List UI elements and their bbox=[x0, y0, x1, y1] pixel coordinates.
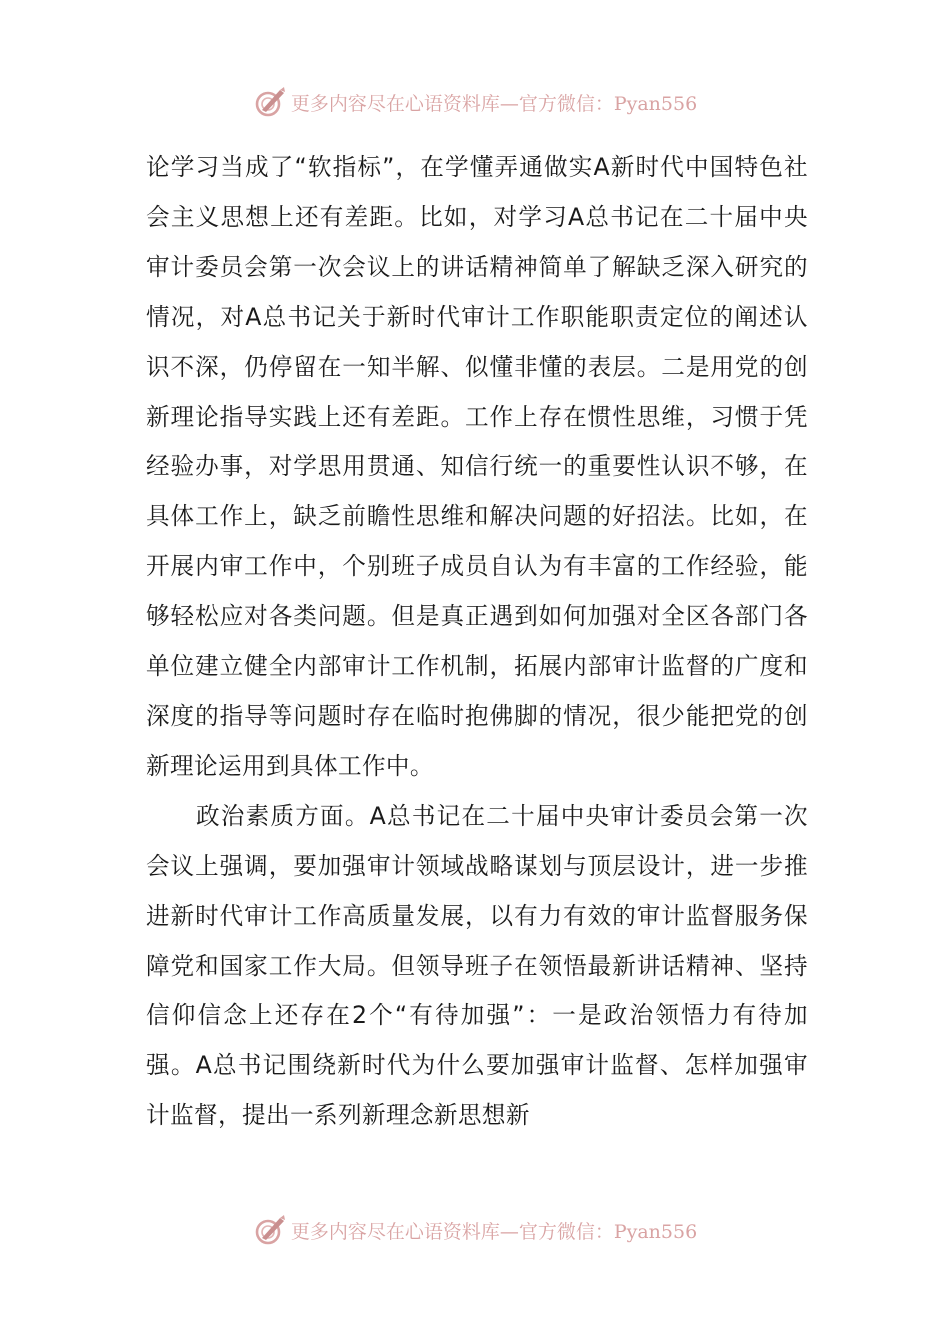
header-watermark bbox=[0, 84, 950, 120]
quill-seal-icon bbox=[253, 85, 287, 119]
footer-watermark bbox=[0, 1212, 950, 1248]
body-paragraph-1: 论学习当成了“软指标”，在学懂弄通做实A新时代中国特色社会主义思想上还有差距。比如，对学习A总书记在二十届中央审计委员会第一次会议上的讲话精神简单了解缺乏深入研究的情况，对A总书记关于新时代审计工作职能职责定位的阐述认识不深，仍停留在一知半解、似懂非懂的表层。二是用党的创新理论指导实践上还有差距。工作上存在惯性思维，习惯于凭经验办事，对学思用贯通、知信行统一的重要性认识不够，在具体工作上，缺乏前瞻性思维和解决问题的好招法。比如，在开展内审工作中，个别班子成员自认为有丰富的工作经验，能够轻松应对各类问题。但是真正遇到如何加强对全区各部门各单位建立健全内部审计工作机制，拓展内部审计监督的广度和深度的指导等问题时存在临时抱佛脚的情况，很少能把党的创新理论运用到具体工作中。 bbox=[146, 153, 808, 780]
watermark-text: 更多内容尽在心语资料库—官方微信：Pyan556 bbox=[290, 1220, 698, 1243]
watermark-text: 更多内容尽在心语资料库—官方微信：Pyan556 bbox=[290, 92, 698, 115]
quill-seal-icon bbox=[253, 1213, 287, 1247]
document-body bbox=[146, 143, 808, 1141]
body-paragraph-2: 政治素质方面。A总书记在二十届中央审计委员会第一次会议上强调，要加强审计领域战略谋划与顶层设计，进一步推进新时代审计工作高质量发展，以有力有效的审计监督服务保障党和国家工作大局。但领导班子在领悟最新讲话精神、坚持信仰信念上还存在2个“有待加强”：一是政治领悟力有待加强。A总书记围绕新时代为什么要加强审计监督、怎样加强审计监督，提出一系列新理念新思想新 bbox=[146, 801, 808, 1130]
